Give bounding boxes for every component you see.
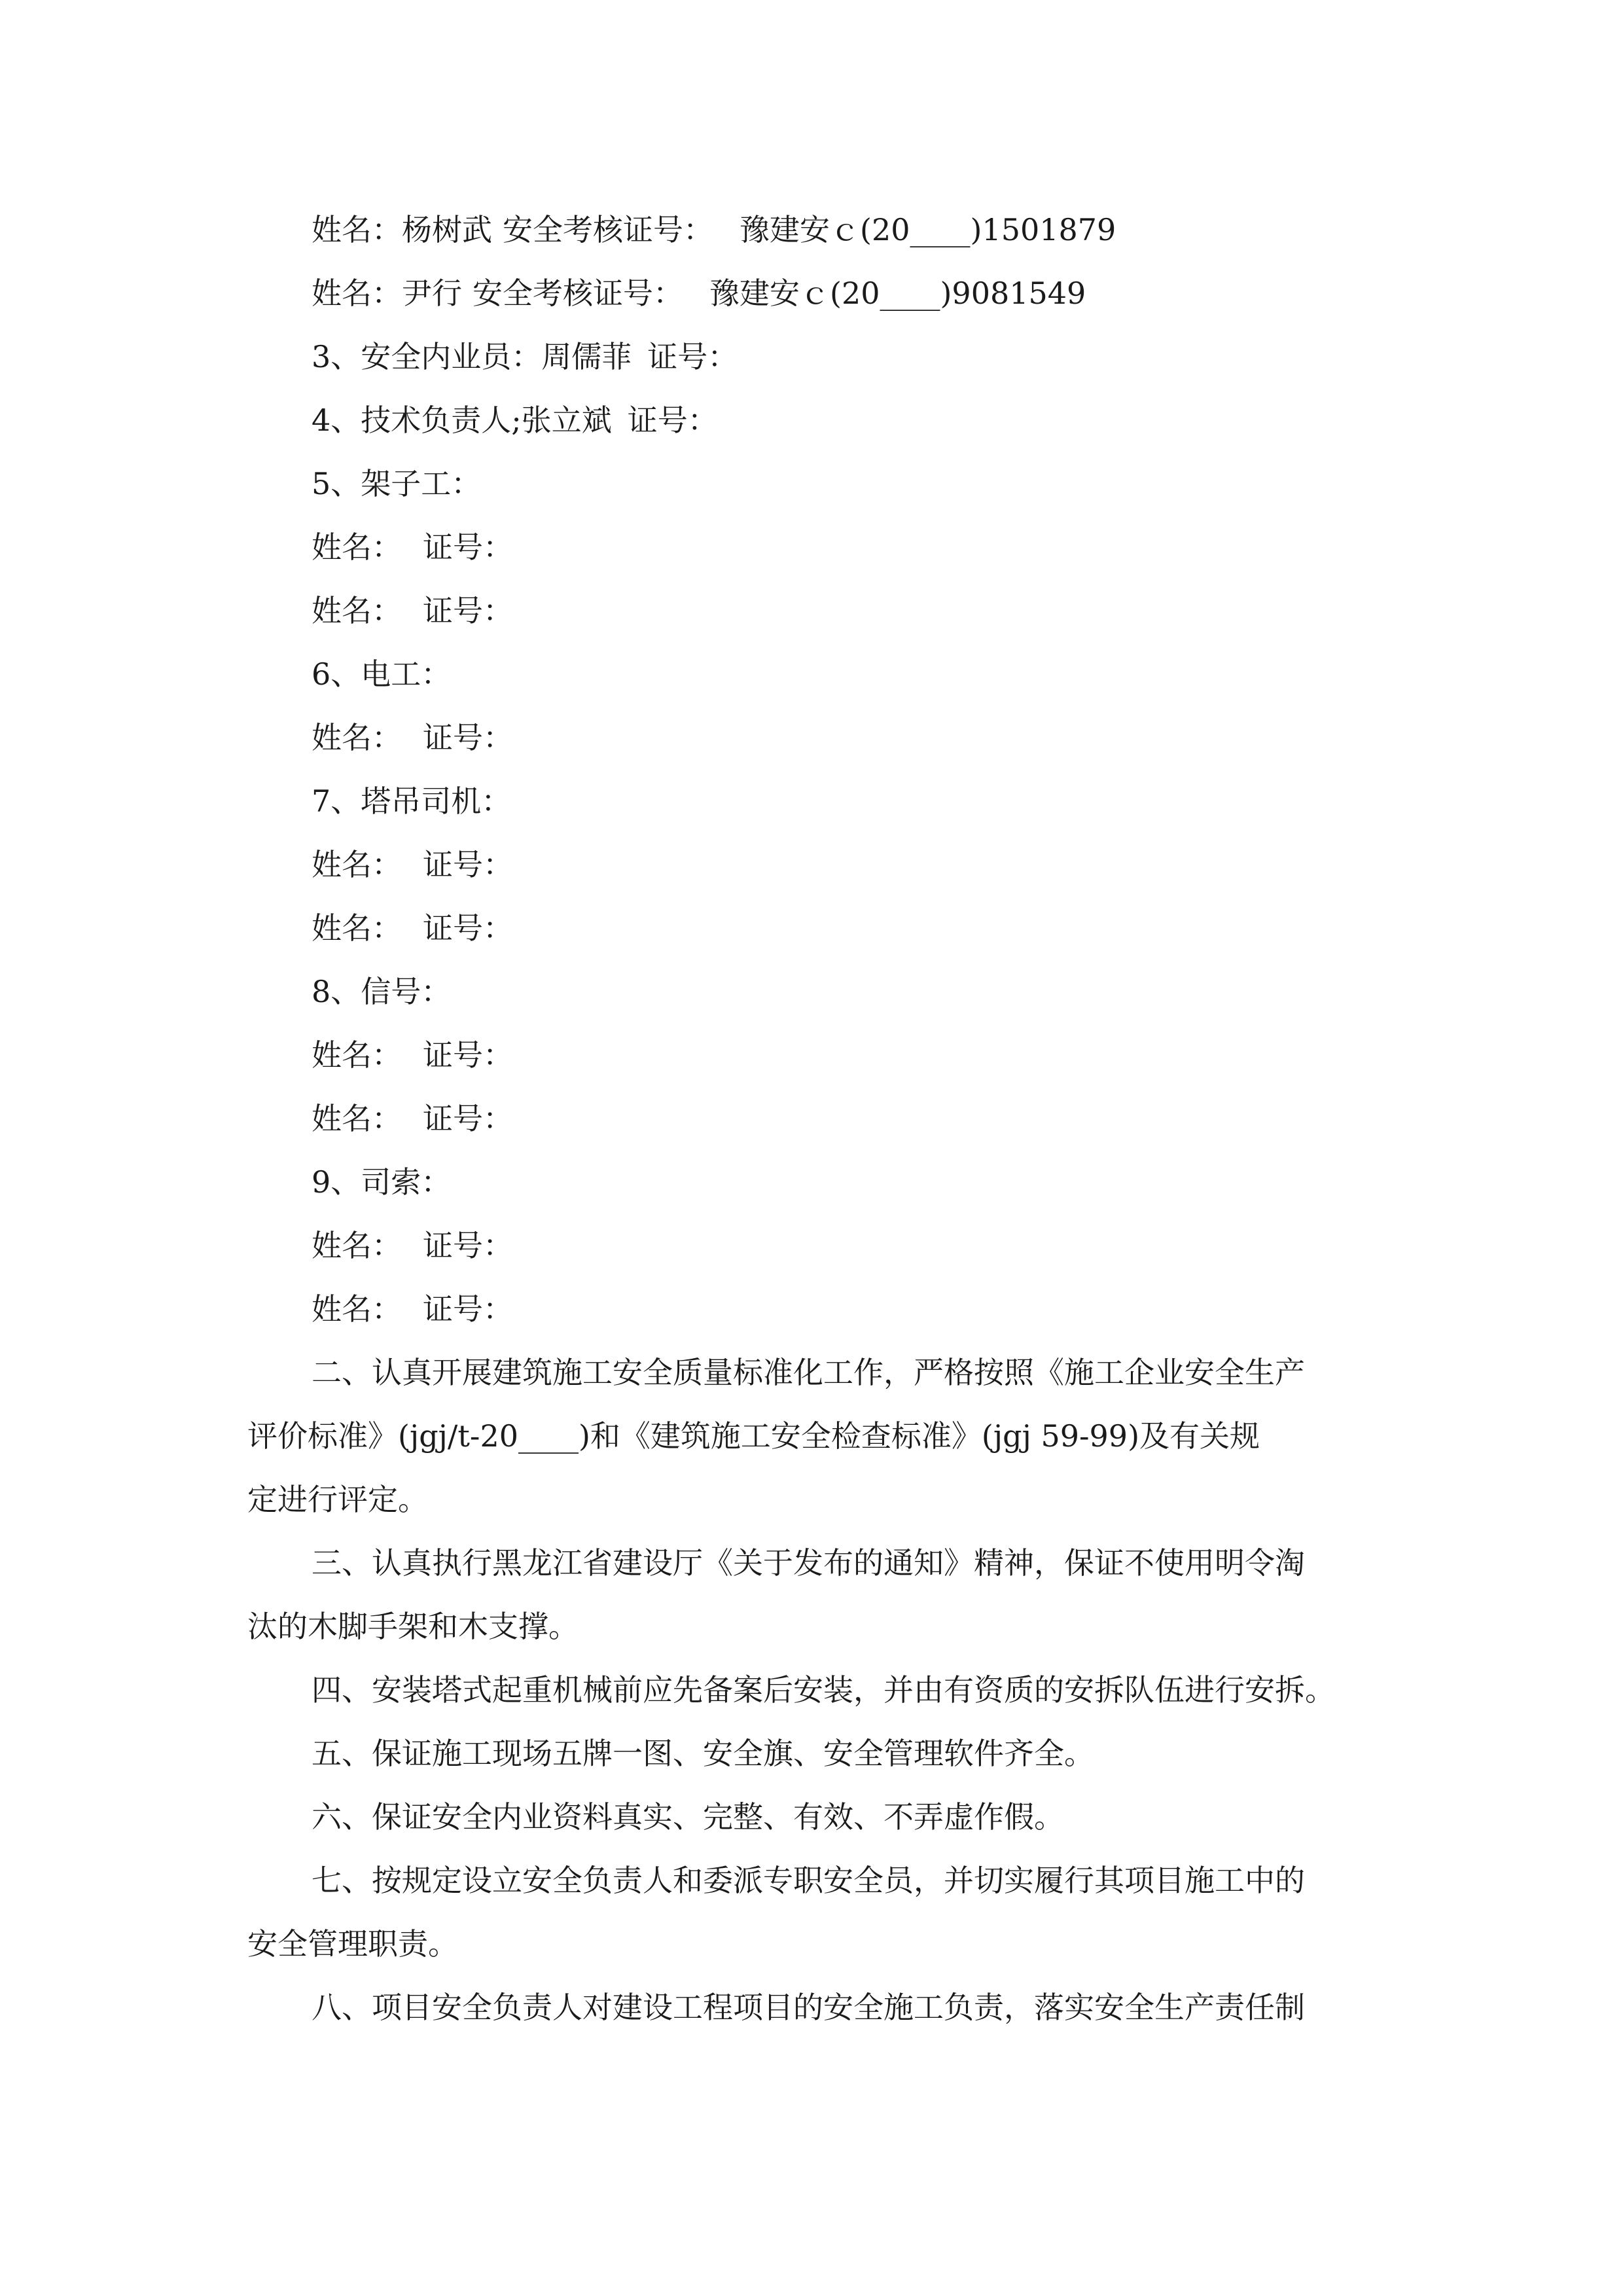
cert-label: 证号： xyxy=(423,1037,513,1073)
role-scaffolder: 5、架子工： xyxy=(312,466,482,501)
blank-entry xyxy=(312,593,513,628)
blank-entry xyxy=(312,1037,513,1073)
cert-number: 豫建安ｃ(20____)1501879 xyxy=(740,212,1116,247)
cert-label: 证号： xyxy=(423,1228,513,1263)
paragraph-6-line: 六、保证安全内业资料真实、完整、有效、不弄虚作假。 xyxy=(312,1799,1064,1835)
role-rigger: 9、司索： xyxy=(312,1164,452,1200)
person-name: 杨树武 xyxy=(402,212,492,247)
paragraph-8-line: 八、项目安全负责人对建设工程项目的安全施工负责，落实安全生产责任制 xyxy=(312,1990,1305,2025)
cert-label: 证号： xyxy=(423,1291,513,1327)
cert-label: 证号： xyxy=(423,529,513,565)
blank-entry xyxy=(312,529,513,565)
role-tech-lead xyxy=(312,403,718,438)
cert-label: 证号： xyxy=(423,847,513,882)
role-signalman: 8、信号： xyxy=(312,974,452,1009)
person-name: 尹行 xyxy=(402,276,462,311)
paragraph-7-line: 安全管理职责。 xyxy=(247,1926,458,1962)
name-label: 姓名： xyxy=(312,276,402,311)
blank-entry xyxy=(312,1103,513,1134)
cert-label: 证号： xyxy=(647,339,738,374)
paragraph-2-line: 评价标准》(jgj/t-20____)和《建筑施工安全检查标准》(jgj 59-99)及有关规 xyxy=(247,1418,1260,1454)
role-electrician: 6、电工： xyxy=(312,656,452,692)
name-label: 姓名： xyxy=(312,1228,402,1263)
name-label: 姓名： xyxy=(312,529,402,565)
cert-label: 安全考核证号： xyxy=(503,212,713,247)
name-label: 姓名： xyxy=(312,720,402,755)
cert-label: 证号： xyxy=(423,720,513,755)
role-safety-clerk xyxy=(312,339,738,374)
personnel-entry xyxy=(312,212,1116,247)
person-name: 张立斌 xyxy=(521,403,612,438)
cert-label: 证号： xyxy=(423,593,513,628)
paragraph-4-line: 四、安装塔式起重机械前应先备案后安装，并由有资质的安拆队伍进行安拆。 xyxy=(312,1672,1335,1708)
role-crane-driver: 7、塔吊司机： xyxy=(312,783,512,819)
role-label: 4、技术负责人; xyxy=(312,403,522,438)
cert-number: 豫建安ｃ(20____)9081549 xyxy=(709,276,1086,311)
paragraph-7-line: 七、按规定设立安全负责人和委派专职安全员，并切实履行其项目施工中的 xyxy=(312,1863,1305,1898)
name-label: 姓名： xyxy=(312,1291,402,1327)
paragraph-3-line: 汰的木脚手架和木支撑。 xyxy=(247,1609,579,1644)
cert-label: 证号： xyxy=(627,403,718,438)
name-label: 姓名： xyxy=(312,910,402,946)
blank-entry xyxy=(312,1291,513,1327)
cert-label: 证号： xyxy=(423,910,513,946)
paragraph-3-line: 三、认真执行黑龙江省建设厅《关于发布的通知》精神，保证不使用明令淘 xyxy=(312,1545,1305,1581)
blank-entry xyxy=(312,847,513,882)
blank-entry xyxy=(312,1230,513,1261)
blank-entry xyxy=(312,720,513,755)
paragraph-2-line: 定进行评定。 xyxy=(247,1482,428,1517)
name-label: 姓名： xyxy=(312,593,402,628)
paragraph-2-line: 二、认真开展建筑施工安全质量标准化工作，严格按照《施工企业安全生产 xyxy=(312,1355,1305,1390)
person-name: 周儒菲 xyxy=(541,339,632,374)
cert-label: 安全考核证号： xyxy=(473,276,683,311)
paragraph-5-line: 五、保证施工现场五牌一图、安全旗、安全管理软件齐全。 xyxy=(312,1736,1094,1771)
personnel-entry xyxy=(312,276,1086,311)
name-label: 姓名： xyxy=(312,1101,402,1136)
blank-entry xyxy=(312,910,513,946)
name-label: 姓名： xyxy=(312,1037,402,1073)
role-label: 3、安全内业员： xyxy=(312,339,542,374)
cert-label: 证号： xyxy=(423,1101,513,1136)
name-label: 姓名： xyxy=(312,847,402,882)
name-label: 姓名： xyxy=(312,212,402,247)
